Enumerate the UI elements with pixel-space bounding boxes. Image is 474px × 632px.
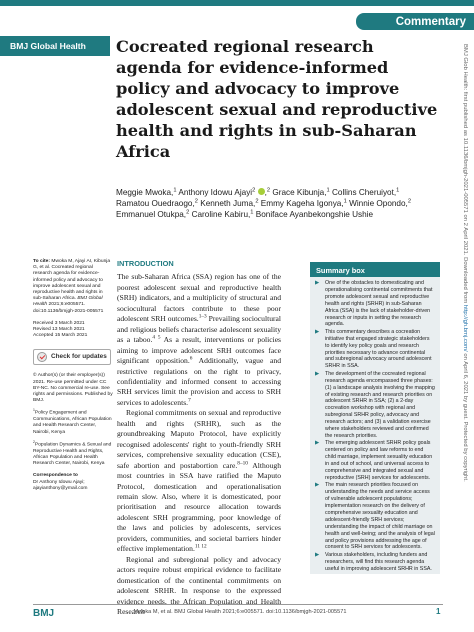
author-affiliation-sup: 2 <box>252 187 256 194</box>
author-name[interactable]: Collins Cheruiyot, <box>329 188 397 197</box>
correspondence-email[interactable]: ajayianthony@ymail.com <box>33 485 88 491</box>
section-heading: INTRODUCTION <box>117 259 174 268</box>
footer-divider <box>33 604 443 605</box>
triangle-bullet-icon: ▶ <box>315 482 320 489</box>
summary-item <box>315 280 435 328</box>
summary-item <box>315 552 435 573</box>
reference-link[interactable]: 6 <box>189 355 193 362</box>
author-affiliation-sup: 1 <box>326 187 330 194</box>
reference-link[interactable]: 1–3 <box>198 313 207 320</box>
author-affiliation-sup: 2 <box>194 198 198 205</box>
affiliation-1 <box>33 410 113 435</box>
watermark-text: BMJ Glob Health: first published as 10.1136/bmjgh-2021-005571 on 2 April 2021. Downloaded from <box>462 44 468 305</box>
citation-block <box>33 259 113 315</box>
text-run: Additionally, vague and restrictive regulations on the right to privacy, confidentiality and informed consent to accessing SRH services limit the provision and access to SRH services to adolescents. <box>117 356 281 407</box>
accepted-date: Accepted 15 March 2021 <box>33 333 88 339</box>
watermark-text: on April 6, 2021 by guest. Protected by copyright. <box>462 351 468 482</box>
received-date: Received 3 March 2021 <box>33 320 85 326</box>
affiliation-number: 1 <box>33 408 35 413</box>
watermark-link[interactable]: http://gh.bmj.com/ <box>462 304 468 352</box>
page-number: 1 <box>436 607 441 616</box>
reference-link[interactable]: 11 12 <box>194 543 207 550</box>
affiliation-text: Policy Engagement and Communications, African Population and Health Research Center, Nairobi, Kenya <box>33 411 112 435</box>
reference-link[interactable]: 7 <box>188 397 191 404</box>
reference-link[interactable]: 8–10 <box>237 460 248 467</box>
triangle-bullet-icon: ▶ <box>315 370 320 377</box>
summary-item-text: Various stakeholders, including funders and researchers, will find this research agenda useful in improving adolescent SRHR in SSA. <box>325 551 432 572</box>
copyright-notice: © Author(s) (or their employer(s)) 2021. Re-use permitted under CC BY-NC. No commercial re-use. See rights and permissions. Published by BMJ. <box>33 373 113 404</box>
cite-label: To cite: <box>33 259 51 264</box>
author-name[interactable]: Emmy Kageha Igonya, <box>258 199 344 208</box>
author-affiliation-sup: 1 <box>250 209 254 216</box>
author-name[interactable]: Anthony Idowu Ajayi <box>176 188 253 197</box>
correspondence-block <box>33 473 113 492</box>
author-affiliation-sup: 2 <box>186 209 190 216</box>
paragraph: Regional and subregional policy and advocacy actors require robust empirical evidence to facilitate domestication of the continental commitments on adolescent SRHR. In response to the expressed evidence needs, the African Population and Health Research <box>117 554 281 616</box>
summary-item-text: One of the obstacles to domesticating and operationalising continental commitments that promote adolescent sexual and reproductive health and rights (SRHR) in sub-Saharan Africa (SSA) is the lack of stakeholder-driven research or inputs in setting the research agenda. <box>325 280 433 328</box>
footer-citation: Mwoka M, et al. BMJ Global Health 2021;6:e005571. doi:10.1136/bmjgh-2021-005571 <box>133 609 347 615</box>
bmj-logo: BMJ <box>33 608 55 619</box>
affiliation-2 <box>33 439 113 467</box>
reference-link[interactable]: 4 5 <box>152 334 161 341</box>
separator: , <box>264 188 267 197</box>
author-name[interactable]: Winnie Opondo, <box>346 199 408 208</box>
cite-journal: BMJ Global Health <box>33 296 103 308</box>
article-title: Cocreated regional research agenda for evidence-informed policy and advocacy to improve adolescent sexual and reproductive health and rights in sub-Saharan Africa <box>116 37 438 161</box>
triangle-bullet-icon: ▶ <box>315 280 320 286</box>
correspondence-name: Dr Anthony Idowu Ajayi; <box>33 479 85 485</box>
summary-item <box>315 371 435 440</box>
summary-item <box>315 329 435 370</box>
summary-item <box>315 482 435 551</box>
text-run: Prevailing sociocultural and religious beliefs characterise adolescent sexuality as a taboo. <box>117 314 282 345</box>
triangle-bullet-icon: ▶ <box>315 551 320 558</box>
triangle-bullet-icon: ▶ <box>315 328 320 335</box>
cite-text: Mwoka M, Ajayi AI, Kibunja G, et al. Cocreated regional research agenda for evidence-informed policy and advocacy to improve adolescent sexual and reproductive health and rights in sub-Saharan Africa. <box>33 259 111 302</box>
triangle-bullet-icon: ▶ <box>315 440 320 447</box>
summary-item <box>315 440 435 481</box>
summary-item-text: This commentary describes a cocreation initiative that engaged strategic stakeholders to identify key policy goals and research priorities necessary to advance continental and subregional advocacy around adolescent SRHR in SSA. <box>325 328 432 370</box>
author-affiliation-sup: 2 <box>266 187 271 194</box>
download-watermark <box>460 44 469 604</box>
top-accent-bar <box>0 0 474 6</box>
article-type-badge: Commentary <box>356 13 474 30</box>
check-updates-label: Check for updates <box>51 353 107 361</box>
author-affiliation-sup: 1 <box>396 187 400 194</box>
summary-item-text: The emerging adolescent SRHR policy goals centered on policy and law reforms to end child marriage, implement sexuality education in and out of school, and universal access to comprehensive and integrated sexual and reproductive (SRH) services for adolescents. <box>325 440 433 481</box>
paragraph <box>117 272 281 408</box>
summary-box-heading: Summary box <box>310 262 440 277</box>
author-name[interactable]: Meggie Mwoka, <box>116 188 174 197</box>
summary-box <box>310 262 440 574</box>
affiliation-number: 2 <box>33 439 35 444</box>
correspondence-label: Correspondence to <box>33 473 78 479</box>
author-name[interactable]: Emmanuel Otukpa, <box>116 210 187 219</box>
author-list <box>116 187 446 220</box>
summary-item-text: The main research priorities focused on understanding the needs and service access of vulnerable adolescent populations; implementation research on the delivery of comprehensive sexuality education and adolescent-friendly SRH services; understanding the impact of child marriage on health and well-being; and the analysis of legal and policy provisions addressing the age of consent to SRH services for adolescents. <box>325 482 435 551</box>
author-name[interactable]: Kenneth Juma, <box>197 199 256 208</box>
cite-tail: 2021;6:e005571. doi:10.1136/bmjgh-2021-005571 <box>33 302 104 314</box>
text-run: As a result, interventions or policies aiming to improve adolescent SRH outcomes face significant opposition. <box>117 335 282 366</box>
summary-list <box>310 277 440 573</box>
author-affiliation-sup: 2 <box>255 198 259 205</box>
author-affiliation-sup: 2 <box>407 198 412 205</box>
author-name[interactable]: Boniface Ayanbekongshie Ushie <box>253 210 374 219</box>
author-affiliation-sup: 1 <box>173 187 177 194</box>
revised-date: Revised 13 March 2021 <box>33 327 85 333</box>
author-affiliation-sup: 1 <box>343 198 347 205</box>
journal-logo: BMJ Global Health <box>0 36 110 56</box>
paragraph <box>117 408 281 554</box>
crossmark-icon <box>37 352 47 362</box>
author-name[interactable]: Caroline Kabiru, <box>189 210 251 219</box>
text-run: Regional commitments on sexual and reproductive health and rights (SRHR), such as the groundbreaking Maputo Protocol, have explicitly recognised adolescents' right to youth-friendly SRH services, comprehensive sexuality education (CSE), safe abortion and postabortion care. <box>117 408 281 470</box>
summary-item-text: The development of the cocreated regional research agenda encompassed three phases: (1) a landscape analysis involving the mapping of existing research and research priorities on adolescent SRHR in SSA; (2) a 2-day cocreation workshop with regional and subregional SRHR policy, advocacy and research actors; and (3) a validation exercise where stakeholders reviewed and confirmed the research priorities. <box>325 370 435 439</box>
author-name[interactable]: Ramatou Ouedraogo, <box>116 199 195 208</box>
dates-block <box>33 321 113 340</box>
text-run: The sub-Saharan Africa (SSA) region has one of the poorest adolescent sexual and reproductive health (SRH) indicators, and a multiplicity of structural and sociocultural factors contribute to these poor adolescent SRH outcomes. <box>117 272 281 324</box>
text-run: Although most countries in SSA have ratified the Maputo Protocol, domestication and operationalisation remain slow. Also, where it is domesticated, poor prioritisation and resource allocation towards adolescent SRH programming, poor knowledge of the laws and policies by adolescents, services providers, communities, and societal barriers hinder effective implementation. <box>117 460 281 554</box>
orcid-icon[interactable] <box>258 188 265 195</box>
author-name[interactable]: Grace Kibunja, <box>270 188 327 197</box>
check-for-updates-button[interactable] <box>33 349 111 365</box>
article-metadata-column <box>33 259 113 498</box>
main-text-column <box>117 259 281 617</box>
affiliation-text: Population Dynamics & Sexual and Reproductive Health and Rights, African Population and Health Research Center, Nairobi, Kenya <box>33 442 112 467</box>
